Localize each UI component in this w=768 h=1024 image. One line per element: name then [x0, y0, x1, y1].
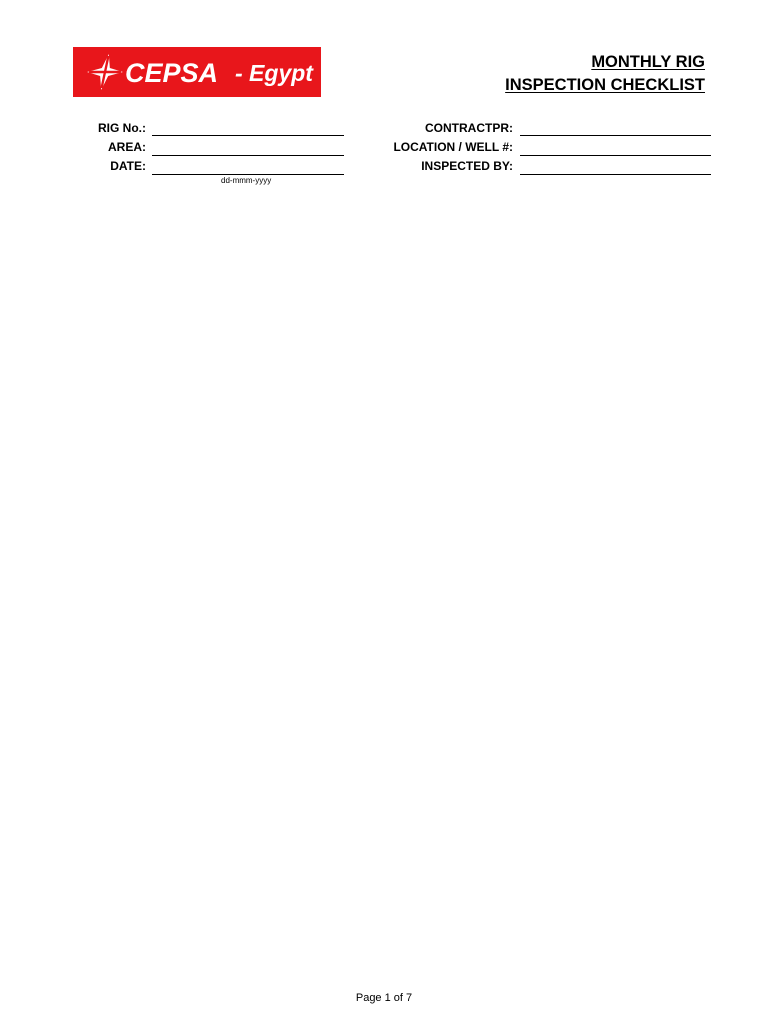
document-title-line-2: INSPECTION CHECKLIST	[505, 76, 705, 94]
logo-brand-text: CEPSA	[125, 58, 219, 88]
area-field[interactable]	[152, 155, 344, 156]
document-title-line-1: MONTHLY RIG	[591, 53, 705, 71]
location-well-field[interactable]	[520, 155, 711, 156]
location-well-label: LOCATION / WELL #:	[393, 140, 513, 154]
contractor-field[interactable]	[520, 135, 711, 136]
cepsa-egypt-logo	[73, 47, 321, 97]
contractor-label: CONTRACTPR:	[425, 121, 513, 135]
cepsa-star-icon	[73, 47, 321, 97]
date-label: DATE:	[110, 159, 146, 173]
rig-no-field[interactable]	[152, 135, 344, 136]
date-format-hint: dd-mmm-yyyy	[221, 176, 272, 185]
inspected-by-field[interactable]	[520, 174, 711, 175]
page-number: Page 1 of 7	[355, 992, 413, 1004]
rig-no-label: RIG No.:	[98, 121, 146, 135]
logo-region-text: - Egypt	[235, 60, 313, 86]
date-field[interactable]	[152, 174, 344, 175]
inspected-by-label: INSPECTED BY:	[421, 159, 513, 173]
area-label: AREA:	[108, 140, 146, 154]
